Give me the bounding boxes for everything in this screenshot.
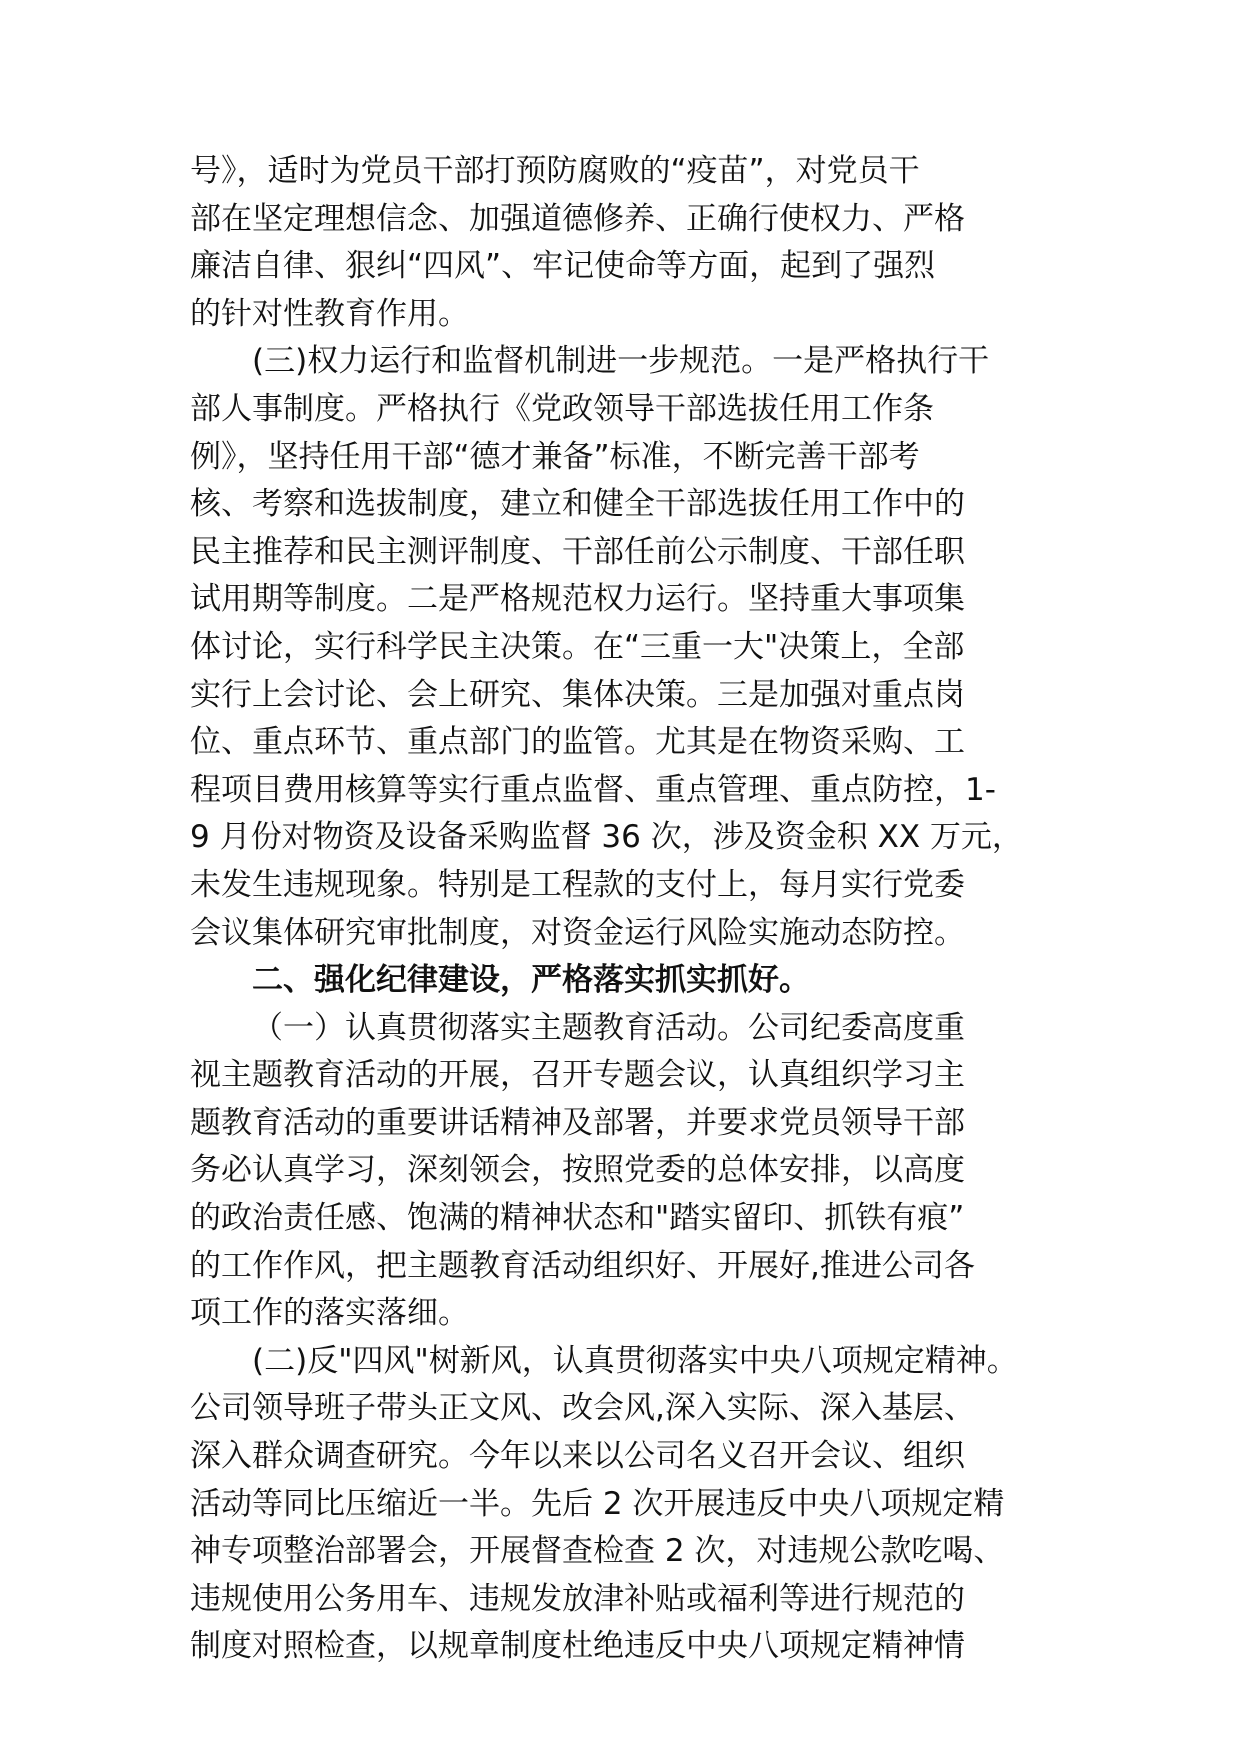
text-line-20: 视主题教育活动的开展，召开专题会议，认真组织学习主 <box>190 1057 965 1094</box>
text-line-7: 例》，坚持任用干部“德才兼备”标准，不断完善干部考 <box>190 438 920 475</box>
text-line-14: 程项目费用核算等实行重点监督、重点管理、重点防控，1- <box>190 771 996 808</box>
text-line-25: 项工作的落实落细。 <box>190 1295 469 1332</box>
text-line-16: 未发生违规现象。特别是工程款的支付上，每月实行党委 <box>190 866 965 903</box>
subsection-1-start-line: （一）认真贯彻落实主题教育活动。公司纪委高度重 <box>252 1009 965 1046</box>
document-page <box>190 148 1060 1671</box>
section-3-start-line: (三)权力运行和监督机制进一步规范。一是严格执行干 <box>252 343 990 380</box>
text-line-17: 会议集体研究审批制度，对资金运行风险实施动态防控。 <box>190 914 965 951</box>
text-line-21: 题教育活动的重要讲话精神及部署，并要求党员领导干部 <box>190 1104 965 1141</box>
text-line-29: 活动等同比压缩近一半。先后 2 次开展违反中央八项规定精 <box>190 1485 1005 1522</box>
text-line-10: 试用期等制度。二是严格规范权力运行。坚持重大事项集 <box>190 581 965 618</box>
text-line-27: 公司领导班子带头正文风、改会风,深入实际、深入基层、 <box>190 1390 975 1427</box>
text-line-1: 号》，适时为党员干部打预防腐败的“疫苗”，对党员干 <box>190 153 920 189</box>
text-line-28: 深入群众调查研究。今年以来以公司名义召开会议、组织 <box>190 1438 965 1475</box>
text-line-23: 的政治责任感、饱满的精神状态和"踏实留印、抓铁有痕” <box>190 1200 965 1237</box>
text-line-31: 违规使用公务用车、违规发放津补贴或福利等进行规范的 <box>190 1580 965 1617</box>
text-line-9: 民主推荐和民主测评制度、干部任前公示制度、干部任职 <box>190 533 965 570</box>
text-line-30: 神专项整治部署会，开展督查检查 2 次，对违规公款吃喝、 <box>190 1533 1005 1570</box>
section-heading-2: 二、强化纪律建设，严格落实抓实抓好。 <box>252 962 810 999</box>
text-line-3: 廉洁自律、狠纠“四风”、牢记使命等方面，起到了强烈 <box>190 248 936 285</box>
text-line-22: 务必认真学习，深刻领会，按照党委的总体安排，以高度 <box>190 1152 965 1189</box>
text-line-13: 位、重点环节、重点部门的监管。尤其是在物资采购、工 <box>190 724 965 761</box>
subsection-2-start-line: (二)反"四风"树新风，认真贯彻落实中央八项规定精神。 <box>252 1342 1018 1379</box>
text-line-8: 核、考察和选拔制度，建立和健全干部选拔任用工作中的 <box>190 486 965 523</box>
text-line-11: 体讨论，实行科学民主决策。在“三重一大"决策上，全部 <box>190 628 965 665</box>
text-line-2: 部在坚定理想信念、加强道德修养、正确行使权力、严格 <box>190 200 965 237</box>
text-line-4: 的针对性教育作用。 <box>190 295 469 332</box>
text-line-32: 制度对照检查，以规章制度杜绝违反中央八项规定精神情 <box>190 1628 965 1665</box>
text-line-15: 9 月份对物资及设备采购监督 36 次，涉及资金积 XX 万元， <box>190 819 1023 856</box>
text-line-24: 的工作作风，把主题教育活动组织好、开展好,推进公司各 <box>190 1247 975 1284</box>
text-line-6: 部人事制度。严格执行《党政领导干部选拔任用工作条 <box>190 390 934 427</box>
text-line-12: 实行上会讨论、会上研究、集体决策。三是加强对重点岗 <box>190 676 965 713</box>
